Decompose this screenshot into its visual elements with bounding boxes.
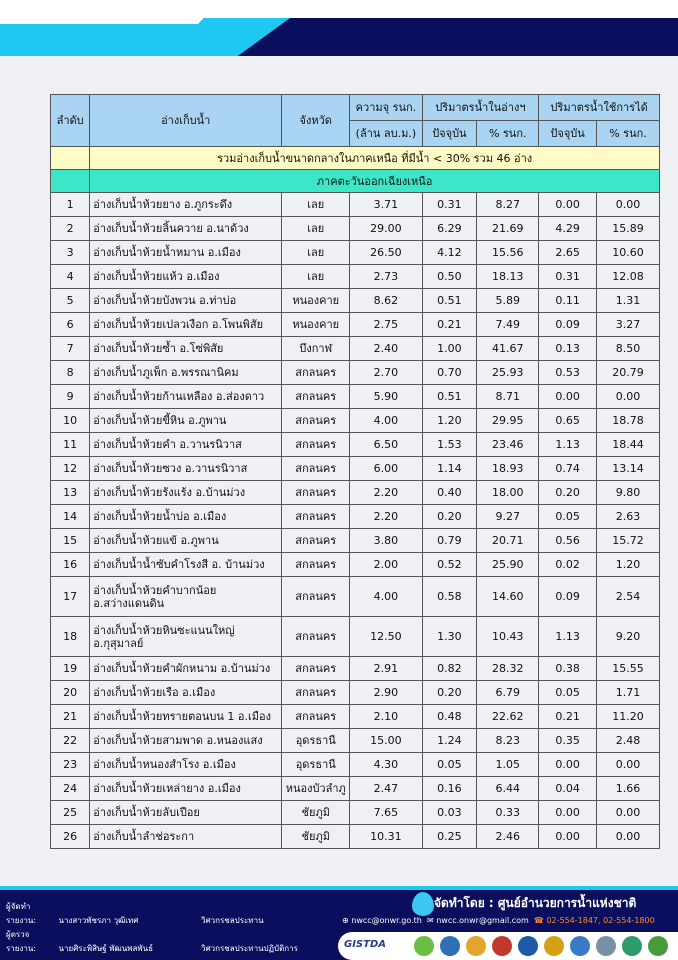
- cell-no: 25: [51, 801, 90, 825]
- cell-use: 0.00: [539, 753, 597, 777]
- cell-no: 15: [51, 529, 90, 553]
- cell-capacity: 3.80: [350, 529, 422, 553]
- table-row: [51, 481, 660, 505]
- mail-icon: ✉: [426, 916, 434, 925]
- partner-logo-icon: [414, 936, 434, 956]
- cell-vol-pct: 21.69: [477, 217, 539, 241]
- cell-capacity: 2.91: [350, 657, 422, 681]
- table-row: [51, 753, 660, 777]
- cell-province: สกลนคร: [282, 705, 350, 729]
- cell-vol-pct: 20.71: [477, 529, 539, 553]
- table-row: [51, 729, 660, 753]
- cell-use-pct: 8.50: [596, 337, 659, 361]
- cell-use-pct: 3.27: [596, 313, 659, 337]
- cell-vol-pct: 22.62: [477, 705, 539, 729]
- email-primary[interactable]: nwcc@onwr.go.th: [351, 916, 422, 925]
- footer-credits: [6, 900, 351, 956]
- cell-vol: 0.79: [422, 529, 477, 553]
- partner-logo-icon: [466, 936, 486, 956]
- cell-vol: 0.51: [422, 289, 477, 313]
- footer-organization: [338, 890, 678, 960]
- cell-name: อ่างเก็บน้ำห้วยน้ำหมาน อ.เมือง: [90, 241, 282, 265]
- org-name: ศูนย์อำนวยการน้ำแห่งชาติ: [497, 896, 637, 910]
- cell-province: สกลนคร: [282, 481, 350, 505]
- cell-no: 23: [51, 753, 90, 777]
- cell-use: 0.74: [539, 457, 597, 481]
- cell-use-pct: 18.78: [596, 409, 659, 433]
- cell-name: อ่างเก็บน้ำห้วยรังแร้ง อ.บ้านม่วง: [90, 481, 282, 505]
- report-sheet: [50, 94, 660, 849]
- table-row: [51, 457, 660, 481]
- cell-capacity: 29.00: [350, 217, 422, 241]
- cell-use: 0.53: [539, 361, 597, 385]
- cell-vol: 0.16: [422, 777, 477, 801]
- cell-use-pct: 18.44: [596, 433, 659, 457]
- cell-no: 6: [51, 313, 90, 337]
- cell-province: อุดรธานี: [282, 729, 350, 753]
- cell-use: 0.00: [539, 801, 597, 825]
- cell-province: สกลนคร: [282, 657, 350, 681]
- cell-use: 0.20: [539, 481, 597, 505]
- cell-vol-pct: 7.49: [477, 313, 539, 337]
- cell-vol-pct: 28.32: [477, 657, 539, 681]
- partner-logo-icon: [596, 936, 616, 956]
- cell-no: 19: [51, 657, 90, 681]
- cell-capacity: 15.00: [350, 729, 422, 753]
- table-row: [51, 825, 660, 849]
- header-current-usable: ปัจจุบัน: [539, 121, 597, 147]
- cell-name: อ่างเก็บน้ำห้วยคำบากน้อย อ.สว่างแดนดิน: [90, 577, 282, 617]
- header-capacity-unit: (ล้าน ลบ.ม.): [350, 121, 422, 147]
- cell-vol: 0.48: [422, 705, 477, 729]
- cell-province: อุดรธานี: [282, 753, 350, 777]
- cell-capacity: 2.73: [350, 265, 422, 289]
- cell-no: 22: [51, 729, 90, 753]
- cell-vol-pct: 41.67: [477, 337, 539, 361]
- cell-use: 0.11: [539, 289, 597, 313]
- cell-use-pct: 1.66: [596, 777, 659, 801]
- cell-use: 0.31: [539, 265, 597, 289]
- partner-logo-icon: [570, 936, 590, 956]
- cell-name: อ่างเก็บน้ำห้วยแข้ อ.ภูพาน: [90, 529, 282, 553]
- cell-vol: 0.20: [422, 681, 477, 705]
- cell-vol: 0.58: [422, 577, 477, 617]
- cell-vol: 1.20: [422, 409, 477, 433]
- cell-vol: 0.52: [422, 553, 477, 577]
- cell-vol-pct: 18.00: [477, 481, 539, 505]
- table-row: [51, 529, 660, 553]
- cell-capacity: 8.62: [350, 289, 422, 313]
- cell-use-pct: 0.00: [596, 825, 659, 849]
- cell-province: ชัยภูมิ: [282, 801, 350, 825]
- cell-name: อ่างเก็บน้ำห้วยก้านเหลือง อ.ส่องดาว: [90, 385, 282, 409]
- cell-use-pct: 10.60: [596, 241, 659, 265]
- cell-name: อ่างเก็บน้ำห้วยทรายตอนบน 1 อ.เมือง: [90, 705, 282, 729]
- cell-vol-pct: 6.79: [477, 681, 539, 705]
- cell-vol-pct: 18.93: [477, 457, 539, 481]
- cell-no: 4: [51, 265, 90, 289]
- table-row: [51, 553, 660, 577]
- partner-logo-icon: [622, 936, 642, 956]
- cell-use-pct: 0.00: [596, 385, 659, 409]
- cell-province: เลย: [282, 217, 350, 241]
- cell-vol: 1.30: [422, 617, 477, 657]
- cell-capacity: 12.50: [350, 617, 422, 657]
- cell-use-pct: 0.00: [596, 193, 659, 217]
- cell-province: สกลนคร: [282, 553, 350, 577]
- cell-province: สกลนคร: [282, 361, 350, 385]
- header-reservoir: อ่างเก็บน้ำ: [90, 95, 282, 147]
- table-row: [51, 313, 660, 337]
- cell-no: 3: [51, 241, 90, 265]
- cell-no: 8: [51, 361, 90, 385]
- header-capacity: ความจุ รนก.: [350, 95, 422, 121]
- cell-no: 10: [51, 409, 90, 433]
- cell-use: 0.09: [539, 313, 597, 337]
- reviewer-label: ผู้ตรวจรายงาน:: [6, 930, 37, 953]
- cell-vol-pct: 25.90: [477, 553, 539, 577]
- table-row: [51, 289, 660, 313]
- cell-use: 0.00: [539, 825, 597, 849]
- table-row: [51, 617, 660, 657]
- cell-vol: 1.24: [422, 729, 477, 753]
- cell-capacity: 5.90: [350, 385, 422, 409]
- cell-province: บึงกาฬ: [282, 337, 350, 361]
- cell-vol: 0.40: [422, 481, 477, 505]
- footer: [0, 886, 678, 960]
- cell-capacity: 4.00: [350, 409, 422, 433]
- cell-use-pct: 9.20: [596, 617, 659, 657]
- cell-vol-pct: 23.46: [477, 433, 539, 457]
- cell-name: อ่างเก็บน้ำห้วยสามพาด อ.หนองแสง: [90, 729, 282, 753]
- cell-use-pct: 15.55: [596, 657, 659, 681]
- cell-vol-pct: 25.93: [477, 361, 539, 385]
- cell-name: อ่างเก็บน้ำห้วยซวง อ.วานรนิวาส: [90, 457, 282, 481]
- cell-name: อ่างเก็บน้ำหนองสำโรง อ.เมือง: [90, 753, 282, 777]
- cell-province: หนองบัวลำภู: [282, 777, 350, 801]
- cell-use: 2.65: [539, 241, 597, 265]
- cell-capacity: 2.90: [350, 681, 422, 705]
- cell-vol-pct: 9.27: [477, 505, 539, 529]
- cell-name: อ่างเก็บน้ำห้วยเหล่ายาง อ.เมือง: [90, 777, 282, 801]
- cell-use-pct: 0.00: [596, 801, 659, 825]
- cell-use-pct: 13.14: [596, 457, 659, 481]
- cell-vol: 1.14: [422, 457, 477, 481]
- cell-vol-pct: 1.05: [477, 753, 539, 777]
- cell-vol: 0.05: [422, 753, 477, 777]
- cell-name: อ่างเก็บน้ำห้วยบังพวน อ.ท่าบ่อ: [90, 289, 282, 313]
- cell-no: 17: [51, 577, 90, 617]
- cell-vol-pct: 8.27: [477, 193, 539, 217]
- cell-province: หนองคาย: [282, 289, 350, 313]
- cell-name: อ่างเก็บน้ำห้วยคำผักหนาม อ.บ้านม่วง: [90, 657, 282, 681]
- phone-icon: ☎: [533, 916, 544, 925]
- table-row: [51, 193, 660, 217]
- cell-no: 20: [51, 681, 90, 705]
- cell-name: อ่างเก็บน้ำห้วยลิ้นควาย อ.นาด้วง: [90, 217, 282, 241]
- cell-province: สกลนคร: [282, 617, 350, 657]
- partner-logo-icon: [440, 936, 460, 956]
- cell-province: หนองคาย: [282, 313, 350, 337]
- cell-vol-pct: 18.13: [477, 265, 539, 289]
- region-blank: [51, 170, 90, 193]
- cell-vol: 0.50: [422, 265, 477, 289]
- cell-use-pct: 2.54: [596, 577, 659, 617]
- cell-vol: 6.29: [422, 217, 477, 241]
- cell-name: อ่างเก็บน้ำห้วยยาง อ.ภูกระดึง: [90, 193, 282, 217]
- summary-row: รวมอ่างเก็บน้ำขนาดกลางในภาคเหนือ ที่มีน้ำ < 30% รวม 46 อ่าง: [90, 147, 660, 170]
- reporter-name: นางสาวพัชรภา วุฒิเทศ: [58, 916, 139, 925]
- cell-vol-pct: 29.95: [477, 409, 539, 433]
- gistda-logo: GISTDA: [344, 939, 386, 950]
- cell-use-pct: 1.71: [596, 681, 659, 705]
- cell-vol: 0.51: [422, 385, 477, 409]
- cell-province: สกลนคร: [282, 529, 350, 553]
- cell-vol-pct: 5.89: [477, 289, 539, 313]
- table-row: [51, 361, 660, 385]
- reporter-org: วิศวกรชลประทาน: [201, 916, 264, 925]
- table-row: [51, 433, 660, 457]
- made-by-label: จัดทำโดย :: [434, 896, 494, 910]
- cell-use-pct: 20.79: [596, 361, 659, 385]
- cell-no: 14: [51, 505, 90, 529]
- cell-province: สกลนคร: [282, 409, 350, 433]
- table-row: [51, 801, 660, 825]
- cell-name: อ่างเก็บน้ำห้วยน้ำบ่อ อ.เมือง: [90, 505, 282, 529]
- cell-use: 4.29: [539, 217, 597, 241]
- cell-province: สกลนคร: [282, 577, 350, 617]
- cell-no: 11: [51, 433, 90, 457]
- cell-vol-pct: 10.43: [477, 617, 539, 657]
- cell-use: 0.05: [539, 681, 597, 705]
- cell-capacity: 2.00: [350, 553, 422, 577]
- cell-name: อ่างเก็บน้ำห้วยคำ อ.วานรนิวาส: [90, 433, 282, 457]
- cell-no: 2: [51, 217, 90, 241]
- cell-capacity: 2.40: [350, 337, 422, 361]
- table-row: [51, 705, 660, 729]
- cell-vol-pct: 8.23: [477, 729, 539, 753]
- cell-name: อ่างเก็บน้ำลำช่อระกา: [90, 825, 282, 849]
- cell-capacity: 4.00: [350, 577, 422, 617]
- cell-capacity: 7.65: [350, 801, 422, 825]
- cell-vol-pct: 14.60: [477, 577, 539, 617]
- table-row: [51, 505, 660, 529]
- cell-use: 0.04: [539, 777, 597, 801]
- cell-use-pct: 12.08: [596, 265, 659, 289]
- phone-numbers: 02-554-1847, 02-554-1800: [546, 916, 655, 925]
- cell-use-pct: 11.20: [596, 705, 659, 729]
- cell-capacity: 2.70: [350, 361, 422, 385]
- cell-no: 9: [51, 385, 90, 409]
- cell-capacity: 2.20: [350, 505, 422, 529]
- cell-vol: 4.12: [422, 241, 477, 265]
- contact-line: [342, 916, 655, 925]
- cell-no: 21: [51, 705, 90, 729]
- table-row: [51, 409, 660, 433]
- partner-logo-icon: [648, 936, 668, 956]
- partner-logos: [338, 932, 678, 960]
- cell-use-pct: 2.63: [596, 505, 659, 529]
- cell-vol: 1.53: [422, 433, 477, 457]
- cell-use: 1.13: [539, 433, 597, 457]
- cell-province: สกลนคร: [282, 457, 350, 481]
- cell-vol: 0.31: [422, 193, 477, 217]
- cell-name: อ่างเก็บน้ำห้วยขี้หิน อ.ภูพาน: [90, 409, 282, 433]
- cell-vol-pct: 2.46: [477, 825, 539, 849]
- cell-use-pct: 15.89: [596, 217, 659, 241]
- cell-use: 0.02: [539, 553, 597, 577]
- cell-capacity: 2.75: [350, 313, 422, 337]
- org-line: [434, 894, 636, 913]
- cell-use: 0.35: [539, 729, 597, 753]
- cell-no: 1: [51, 193, 90, 217]
- cell-province: สกลนคร: [282, 385, 350, 409]
- region-row: ภาคตะวันออกเฉียงเหนือ: [90, 170, 660, 193]
- header-percent-usable: % รนก.: [596, 121, 659, 147]
- cell-use: 0.05: [539, 505, 597, 529]
- cell-capacity: 6.50: [350, 433, 422, 457]
- cell-use: 0.65: [539, 409, 597, 433]
- reviewer-org: วิศวกรชลประทานปฏิบัติการ: [201, 944, 298, 953]
- cell-no: 26: [51, 825, 90, 849]
- cell-vol: 1.00: [422, 337, 477, 361]
- cell-province: สกลนคร: [282, 505, 350, 529]
- header-no: ลำดับ: [51, 95, 90, 147]
- cell-vol: 0.03: [422, 801, 477, 825]
- table-row: [51, 657, 660, 681]
- header-percent: % รนก.: [477, 121, 539, 147]
- cell-province: ชัยภูมิ: [282, 825, 350, 849]
- cell-capacity: 6.00: [350, 457, 422, 481]
- cell-use-pct: 1.31: [596, 289, 659, 313]
- reservoir-table: [50, 94, 660, 849]
- cell-use: 0.09: [539, 577, 597, 617]
- cell-no: 18: [51, 617, 90, 657]
- cell-no: 5: [51, 289, 90, 313]
- cell-vol-pct: 0.33: [477, 801, 539, 825]
- cell-vol-pct: 6.44: [477, 777, 539, 801]
- table-row: [51, 217, 660, 241]
- reviewer-name: นายศิระพิสิษฐ์ พัฒนพลพันธ์: [58, 944, 154, 953]
- header-volume-group: ปริมาตรน้ำในอ่างฯ: [422, 95, 539, 121]
- header-current: ปัจจุบัน: [422, 121, 477, 147]
- cell-use: 0.00: [539, 193, 597, 217]
- cell-name: อ่างเก็บน้ำห้วยเรือ อ.เมือง: [90, 681, 282, 705]
- reporter-label: ผู้จัดทำรายงาน:: [6, 902, 37, 925]
- cell-use: 0.13: [539, 337, 597, 361]
- cell-no: 12: [51, 457, 90, 481]
- cell-no: 7: [51, 337, 90, 361]
- water-drop-icon: [412, 892, 434, 916]
- cell-name: อ่างเก็บน้ำห้วยลับเปือย: [90, 801, 282, 825]
- partner-logo-icon: [518, 936, 538, 956]
- header-province: จังหวัด: [282, 95, 350, 147]
- table-row: [51, 577, 660, 617]
- table-row: [51, 337, 660, 361]
- cell-no: 13: [51, 481, 90, 505]
- cell-use-pct: 2.48: [596, 729, 659, 753]
- cell-name: อ่างเก็บน้ำภูเพ็ก อ.พรรณานิคม: [90, 361, 282, 385]
- cell-province: สกลนคร: [282, 681, 350, 705]
- table-row: [51, 777, 660, 801]
- cell-use: 0.38: [539, 657, 597, 681]
- summary-blank: [51, 147, 90, 170]
- cell-province: เลย: [282, 193, 350, 217]
- partner-logo-icon: [544, 936, 564, 956]
- cell-no: 24: [51, 777, 90, 801]
- header-usable-group: ปริมาตรน้ำใช้การได้: [539, 95, 660, 121]
- table-row: [51, 681, 660, 705]
- cell-capacity: 26.50: [350, 241, 422, 265]
- cell-capacity: 4.30: [350, 753, 422, 777]
- cell-vol: 0.20: [422, 505, 477, 529]
- cell-vol: 0.82: [422, 657, 477, 681]
- table-row: [51, 241, 660, 265]
- cell-capacity: 10.31: [350, 825, 422, 849]
- cell-use-pct: 15.72: [596, 529, 659, 553]
- cell-vol: 0.25: [422, 825, 477, 849]
- table-row: [51, 385, 660, 409]
- cell-use: 0.56: [539, 529, 597, 553]
- cell-province: เลย: [282, 241, 350, 265]
- cell-vol-pct: 8.71: [477, 385, 539, 409]
- table-row: [51, 265, 660, 289]
- cell-use-pct: 0.00: [596, 753, 659, 777]
- cell-capacity: 2.47: [350, 777, 422, 801]
- cell-use: 1.13: [539, 617, 597, 657]
- cell-no: 16: [51, 553, 90, 577]
- header-white-wedge: [0, 0, 220, 24]
- cell-vol: 0.21: [422, 313, 477, 337]
- cell-name: อ่างเก็บน้ำห้วยซ้ำ อ.โซ่พิสัย: [90, 337, 282, 361]
- cell-name: อ่างเก็บน้ำห้วยเปลวเงือก อ.โพนพิสัย: [90, 313, 282, 337]
- cell-use-pct: 1.20: [596, 553, 659, 577]
- email-secondary[interactable]: nwcc.onwr@gmail.com: [436, 916, 529, 925]
- cell-capacity: 2.10: [350, 705, 422, 729]
- cell-capacity: 3.71: [350, 193, 422, 217]
- cell-use-pct: 9.80: [596, 481, 659, 505]
- cell-use: 0.21: [539, 705, 597, 729]
- cell-name: อ่างเก็บน้ำน้ำซับคำโรงสี อ. บ้านม่วง: [90, 553, 282, 577]
- cell-capacity: 2.20: [350, 481, 422, 505]
- partner-logo-icon: [492, 936, 512, 956]
- cell-province: สกลนคร: [282, 433, 350, 457]
- cell-province: เลย: [282, 265, 350, 289]
- cell-vol-pct: 15.56: [477, 241, 539, 265]
- cell-use: 0.00: [539, 385, 597, 409]
- cell-name: อ่างเก็บน้ำห้วยแห้ว อ.เมือง: [90, 265, 282, 289]
- cell-vol: 0.70: [422, 361, 477, 385]
- cell-name: อ่างเก็บน้ำห้วยหินซะแนนใหญ่ อ.กุสุมาลย์: [90, 617, 282, 657]
- globe-icon: ⊕: [342, 916, 349, 925]
